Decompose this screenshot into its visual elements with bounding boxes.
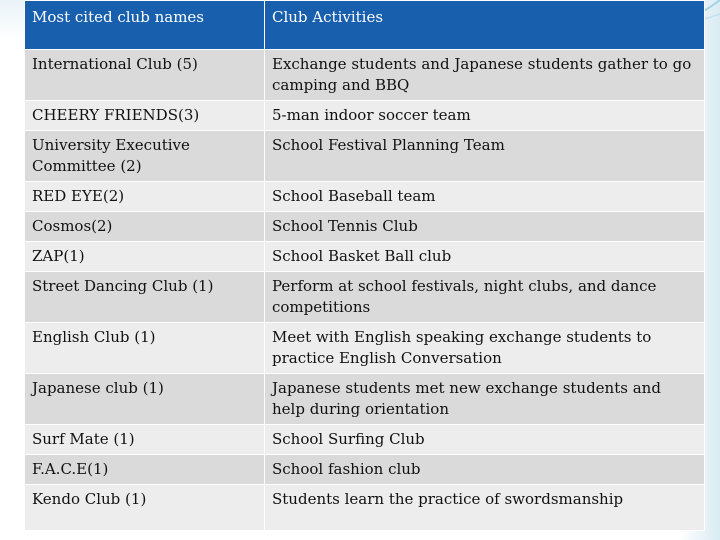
header-club-activities: Club Activities <box>265 1 705 50</box>
club-name-cell: Japanese club (1) <box>25 374 265 425</box>
club-name-cell: Cosmos(2) <box>25 212 265 242</box>
table-row <box>25 182 705 212</box>
club-activity-cell: Japanese students met new exchange students and help during orientation <box>265 374 705 425</box>
club-activity-cell: School Baseball team <box>265 182 705 212</box>
club-name-cell: International Club (5) <box>25 50 265 101</box>
club-name-cell: ZAP(1) <box>25 242 265 272</box>
table-row <box>25 323 705 374</box>
club-name-cell: English Club (1) <box>25 323 265 374</box>
club-name-cell: University Executive Committee (2) <box>25 131 265 182</box>
club-activity-cell: School Festival Planning Team <box>265 131 705 182</box>
club-name-cell: F.A.C.E(1) <box>25 455 265 485</box>
table-row <box>25 50 705 101</box>
table-row <box>25 272 705 323</box>
table-row <box>25 101 705 131</box>
club-activity-cell: Exchange students and Japanese students gather to go camping and BBQ <box>265 50 705 101</box>
club-activity-cell: School fashion club <box>265 455 705 485</box>
club-name-cell: RED EYE(2) <box>25 182 265 212</box>
club-activity-cell: Students learn the practice of swordsmanship <box>265 485 705 531</box>
club-table <box>24 0 705 531</box>
club-activity-cell: Meet with English speaking exchange students to practice English Conversation <box>265 323 705 374</box>
table-row <box>25 212 705 242</box>
club-activity-cell: School Basket Ball club <box>265 242 705 272</box>
club-activity-cell: School Tennis Club <box>265 212 705 242</box>
table-row <box>25 485 705 531</box>
table-header-row <box>25 1 705 50</box>
table-row <box>25 455 705 485</box>
table-row <box>25 131 705 182</box>
club-name-cell: CHEERY FRIENDS(3) <box>25 101 265 131</box>
table-row <box>25 425 705 455</box>
club-activity-cell: 5-man indoor soccer team <box>265 101 705 131</box>
club-name-cell: Surf Mate (1) <box>25 425 265 455</box>
table-row <box>25 374 705 425</box>
table-row <box>25 242 705 272</box>
club-activity-cell: School Surfing Club <box>265 425 705 455</box>
club-activity-cell: Perform at school festivals, night clubs, and dance competitions <box>265 272 705 323</box>
header-club-names: Most cited club names <box>25 1 265 50</box>
club-name-cell: Kendo Club (1) <box>25 485 265 531</box>
club-name-cell: Street Dancing Club (1) <box>25 272 265 323</box>
